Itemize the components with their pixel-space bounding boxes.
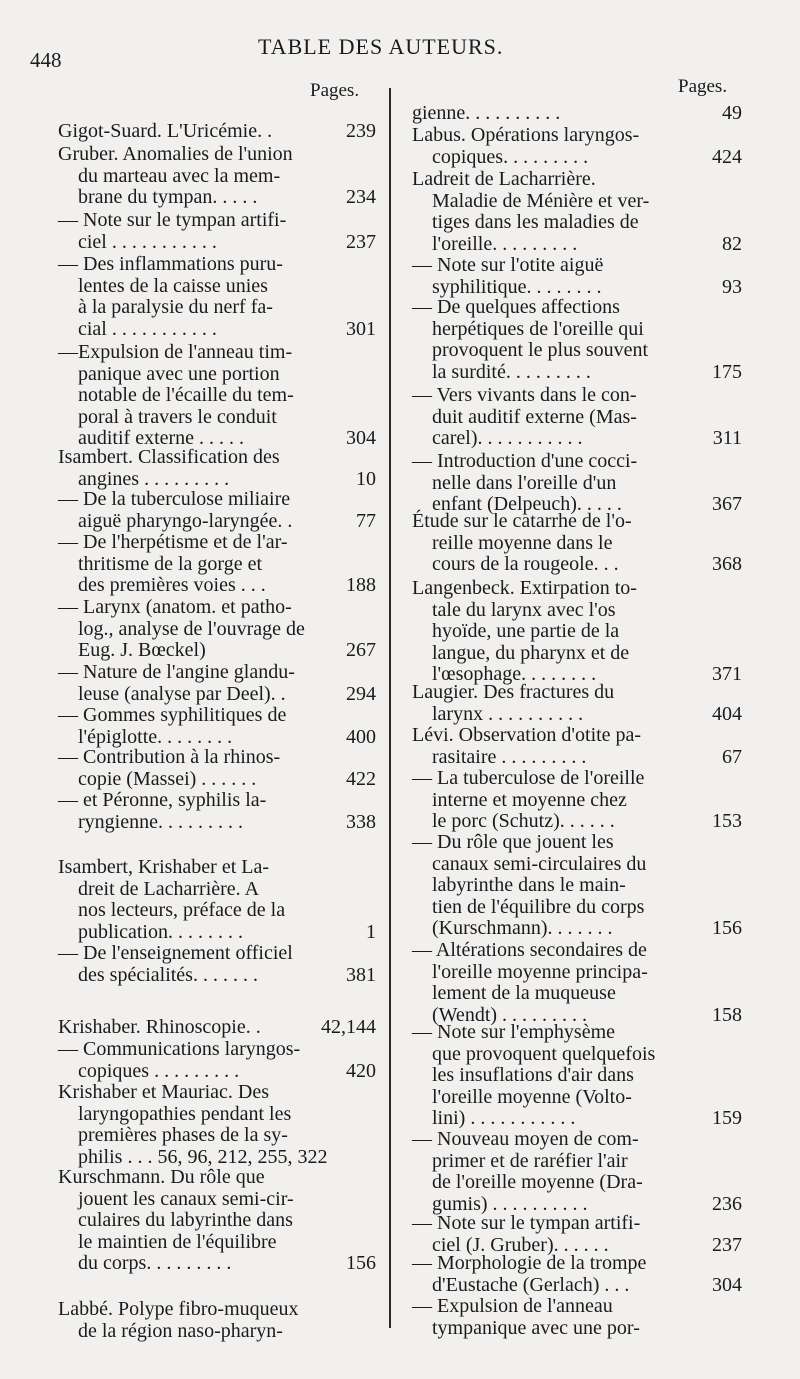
entry-line: copiques . . . . . . . . . bbox=[78, 1059, 240, 1082]
running-title: TABLE DES AUTEURS. bbox=[258, 34, 504, 59]
page-reference: 158 bbox=[712, 1003, 742, 1026]
entry-line: Lévi. Observation d'otite pa- bbox=[412, 724, 642, 746]
entry-line: — Nature de l'angine glandu- bbox=[58, 661, 295, 683]
page-reference: 236 bbox=[712, 1192, 742, 1215]
page-reference: 368 bbox=[712, 553, 742, 576]
entry-line: des premières voies . . . bbox=[78, 574, 266, 597]
entry-line: — Altérations secondaires de bbox=[412, 939, 647, 961]
entry-line: copie (Massei) . . . . . . bbox=[78, 767, 257, 790]
entry-line: aiguë pharyngo-laryngée. . bbox=[78, 509, 293, 532]
entry-line: — Larynx (anatom. et patho- bbox=[58, 596, 292, 618]
entry-line: — Note sur le tympan artifi- bbox=[58, 209, 287, 231]
column-divider bbox=[389, 88, 391, 1328]
entry-line: lini) . . . . . . . . . . . bbox=[432, 1107, 576, 1130]
entry-line: — De la tuberculose miliaire bbox=[58, 488, 291, 510]
entry-line: le maintien de l'équilibre bbox=[78, 1230, 277, 1253]
entry-line: Labus. Opérations laryngos- bbox=[412, 124, 640, 146]
entry-line: — Nouveau moyen de com- bbox=[412, 1128, 639, 1150]
entry-line: interne et moyenne chez bbox=[432, 788, 627, 811]
pages-label-left: Pages. bbox=[310, 80, 360, 101]
page-reference: 400 bbox=[346, 725, 376, 748]
page-reference: 267 bbox=[346, 639, 376, 662]
entry-line: Laugier. Des fractures du bbox=[412, 681, 615, 703]
entry-line: Eug. J. Bœckel) bbox=[78, 639, 206, 662]
page-reference: 10 bbox=[356, 467, 376, 490]
entry-line: — Note sur le tympan artifi- bbox=[412, 1212, 641, 1234]
page-reference: 420 bbox=[346, 1059, 376, 1082]
entry-line: Langenbeck. Extirpation to- bbox=[412, 577, 637, 599]
entry-line: enfant (Delpeuch). . . . . bbox=[432, 493, 622, 516]
entry-line: l'œsophage. . . . . . . . bbox=[432, 663, 597, 686]
entry-line: les insuflations d'air dans bbox=[432, 1064, 634, 1087]
entry-line: — Introduction d'une cocci- bbox=[412, 450, 638, 472]
entry-line: publication. . . . . . . . bbox=[78, 920, 243, 943]
entry-line: panique avec une portion bbox=[78, 362, 280, 385]
page-reference: 156 bbox=[346, 1252, 376, 1275]
page-reference: 234 bbox=[346, 186, 376, 209]
entry-line: Gruber. Anomalies de l'union bbox=[58, 143, 293, 165]
entry-line: Krishaber et Mauriac. Des bbox=[58, 1081, 270, 1103]
entry-line: — De quelques affections bbox=[412, 296, 620, 318]
entry-line: Isambert, Krishaber et La- bbox=[58, 856, 270, 878]
page-reference: 93 bbox=[722, 275, 742, 298]
entry-line: de l'oreille moyenne (Dra- bbox=[432, 1171, 643, 1194]
page-reference: 381 bbox=[346, 963, 376, 986]
page-reference: 175 bbox=[712, 360, 742, 383]
page-reference: 304 bbox=[346, 427, 376, 450]
entry-line: Labbé. Polype fibro-muqueux bbox=[58, 1298, 299, 1320]
entry-line: — Contribution à la rhinos- bbox=[58, 746, 281, 768]
entry-line: — Vers vivants dans le con- bbox=[412, 384, 637, 406]
page-reference: 159 bbox=[712, 1107, 742, 1130]
entry-line: Isambert. Classification des bbox=[58, 446, 280, 468]
entry-line: poral à travers le conduit bbox=[78, 405, 277, 428]
entry-line: cours de la rougeole. . . bbox=[432, 553, 619, 576]
entry-line: d'Eustache (Gerlach) . . . bbox=[432, 1273, 630, 1296]
entry-line: philis . . . 56, 96, 212, 255, 322 bbox=[78, 1145, 328, 1168]
entry-line: primer et de raréfier l'air bbox=[432, 1149, 628, 1172]
page-reference: 371 bbox=[712, 663, 742, 686]
page-reference: 153 bbox=[712, 810, 742, 833]
entry-line: Maladie de Ménière et ver- bbox=[432, 189, 650, 212]
entry-line: — Communications laryngos- bbox=[58, 1038, 301, 1060]
entry-line: brane du tympan. . . . . bbox=[78, 186, 258, 209]
entry-line: l'épiglotte. . . . . . . . bbox=[78, 725, 233, 748]
entry-line: copiques. . . . . . . . . bbox=[432, 145, 589, 168]
entry-line: — Morphologie de la trompe bbox=[412, 1252, 647, 1274]
page-reference: 82 bbox=[722, 232, 742, 255]
entry-line: des spécialités. . . . . . . bbox=[78, 963, 258, 986]
page-reference: 367 bbox=[712, 493, 742, 516]
page-reference: 42,144 bbox=[321, 1016, 376, 1038]
entry-line: — et Péronne, syphilis la- bbox=[58, 789, 267, 811]
page-reference: 239 bbox=[346, 120, 376, 142]
entry-line: dreit de Lacharrière. A bbox=[78, 877, 260, 900]
page-reference: 304 bbox=[712, 1273, 742, 1296]
entry-line: rasitaire . . . . . . . . . bbox=[432, 745, 587, 768]
pages-label-right: Pages. bbox=[678, 76, 728, 97]
page-reference: 311 bbox=[712, 427, 742, 450]
entry-line: l'oreille moyenne principa- bbox=[432, 960, 648, 983]
entry-line: larynx . . . . . . . . . . bbox=[432, 702, 584, 725]
entry-line: que provoquent quelquefois bbox=[432, 1042, 656, 1065]
entry-line: l'oreille moyenne (Volto- bbox=[432, 1085, 632, 1108]
entry-line: jouent les canaux semi-cir- bbox=[78, 1187, 294, 1210]
entry-line: nos lecteurs, préface de la bbox=[78, 899, 286, 922]
entry-line: — De l'herpétisme et de l'ar- bbox=[58, 531, 288, 553]
entry-line: premières phases de la sy- bbox=[78, 1124, 288, 1147]
entry-line: log., analyse de l'ouvrage de bbox=[78, 617, 305, 640]
entry-line: — Expulsion de l'anneau bbox=[412, 1295, 613, 1317]
entry-line: langue, du pharynx et de bbox=[432, 641, 630, 664]
page-reference: 67 bbox=[722, 745, 742, 768]
page-reference: 294 bbox=[346, 682, 376, 705]
entry-line: ciel (J. Gruber). . . . . . bbox=[432, 1233, 609, 1256]
entry-line: thritisme de la gorge et bbox=[78, 552, 263, 575]
entry-line: ciel . . . . . . . . . . . bbox=[78, 230, 217, 253]
page-reference: 77 bbox=[356, 509, 376, 532]
entry-line: Kurschmann. Du rôle que bbox=[58, 1166, 265, 1188]
entry-line: hyoïde, une partie de la bbox=[432, 620, 620, 643]
entry-line: leuse (analyse par Deel). . bbox=[78, 682, 286, 705]
entry-line: reille moyenne dans le bbox=[432, 531, 613, 554]
entry-line: du marteau avec la mem- bbox=[78, 164, 281, 187]
entry-line: l'oreille. . . . . . . . . bbox=[432, 232, 578, 255]
entry-line: syphilitique. . . . . . . . bbox=[432, 275, 602, 298]
entry-line: carel). . . . . . . . . . . bbox=[432, 427, 583, 450]
page-reference: 188 bbox=[346, 574, 376, 597]
entry-line: culaires du labyrinthe dans bbox=[78, 1209, 293, 1232]
entry-line: — Du rôle que jouent les bbox=[412, 831, 614, 853]
page-reference: 404 bbox=[712, 702, 742, 725]
entry-line: — De l'enseignement officiel bbox=[58, 942, 293, 964]
page-reference: 422 bbox=[346, 767, 376, 790]
entry-line: Gigot-Suard. L'Uricémie. . bbox=[58, 120, 273, 142]
entry-line: Ladreit de Lacharrière. bbox=[412, 168, 596, 190]
page-reference: 237 bbox=[712, 1233, 742, 1256]
entry-line: — Note sur l'otite aiguë bbox=[412, 254, 604, 276]
entry-line: tiges dans les maladies de bbox=[432, 211, 639, 234]
entry-line: angines . . . . . . . . . bbox=[78, 467, 230, 490]
entry-line: — La tuberculose de l'oreille bbox=[412, 767, 645, 789]
entry-line: (Wendt) . . . . . . . . . bbox=[432, 1003, 588, 1026]
entry-line: lement de la muqueuse bbox=[432, 982, 616, 1005]
entry-line: — Des inflammations puru- bbox=[58, 253, 283, 275]
entry-line: laryngopathies pendant les bbox=[78, 1102, 292, 1125]
entry-line: lentes de la caisse unies bbox=[78, 274, 268, 297]
entry-line: Krishaber. Rhinoscopie. . bbox=[58, 1016, 261, 1038]
entry-line: herpétiques de l'oreille qui bbox=[432, 317, 644, 340]
entry-line: —Expulsion de l'anneau tim- bbox=[58, 341, 293, 363]
page-reference: 338 bbox=[346, 810, 376, 833]
entry-line: gumis) . . . . . . . . . . bbox=[432, 1192, 588, 1215]
entry-line: auditif externe . . . . . bbox=[78, 427, 245, 450]
entry-line: labyrinthe dans le main- bbox=[432, 874, 626, 897]
entry-line: la surdité. . . . . . . . . bbox=[432, 360, 591, 383]
entry-line: — Gommes syphilitiques de bbox=[58, 704, 287, 726]
entry-line: tympanique avec une por- bbox=[432, 1316, 640, 1339]
page-number: 448 bbox=[30, 48, 62, 72]
entry-line: — Note sur l'emphysème bbox=[412, 1021, 616, 1043]
entry-line: tale du larynx avec l'os bbox=[432, 598, 616, 621]
entry-line: provoquent le plus souvent bbox=[432, 339, 649, 362]
page-reference: 156 bbox=[712, 917, 742, 940]
page-reference: 301 bbox=[346, 317, 376, 340]
page-reference: 1 bbox=[366, 920, 376, 943]
page-reference: 424 bbox=[712, 145, 742, 168]
entry-line: de la région naso-pharyn- bbox=[78, 1319, 283, 1342]
entry-line: gienne. . . . . . . . . . bbox=[412, 102, 561, 124]
entry-line: à la paralysie du nerf fa- bbox=[78, 296, 273, 319]
entry-line: canaux semi-circulaires du bbox=[432, 852, 647, 875]
entry-line: (Kurschmann). . . . . . . bbox=[432, 917, 613, 940]
entry-line: le porc (Schutz). . . . . . bbox=[432, 810, 615, 833]
page-reference: 237 bbox=[346, 230, 376, 253]
entry-line: Étude sur le catarrhe de l'o- bbox=[412, 510, 632, 532]
entry-line: notable de l'écaille du tem- bbox=[78, 384, 294, 407]
entry-line: nelle dans l'oreille d'un bbox=[432, 471, 617, 494]
entry-line: cial . . . . . . . . . . . bbox=[78, 317, 217, 340]
entry-line: ryngienne. . . . . . . . . bbox=[78, 810, 243, 833]
entry-line: duit auditif externe (Mas- bbox=[432, 405, 637, 428]
entry-line: tien de l'équilibre du corps bbox=[432, 895, 645, 918]
entry-line: du corps. . . . . . . . . bbox=[78, 1252, 232, 1275]
page-reference: 49 bbox=[722, 102, 742, 124]
